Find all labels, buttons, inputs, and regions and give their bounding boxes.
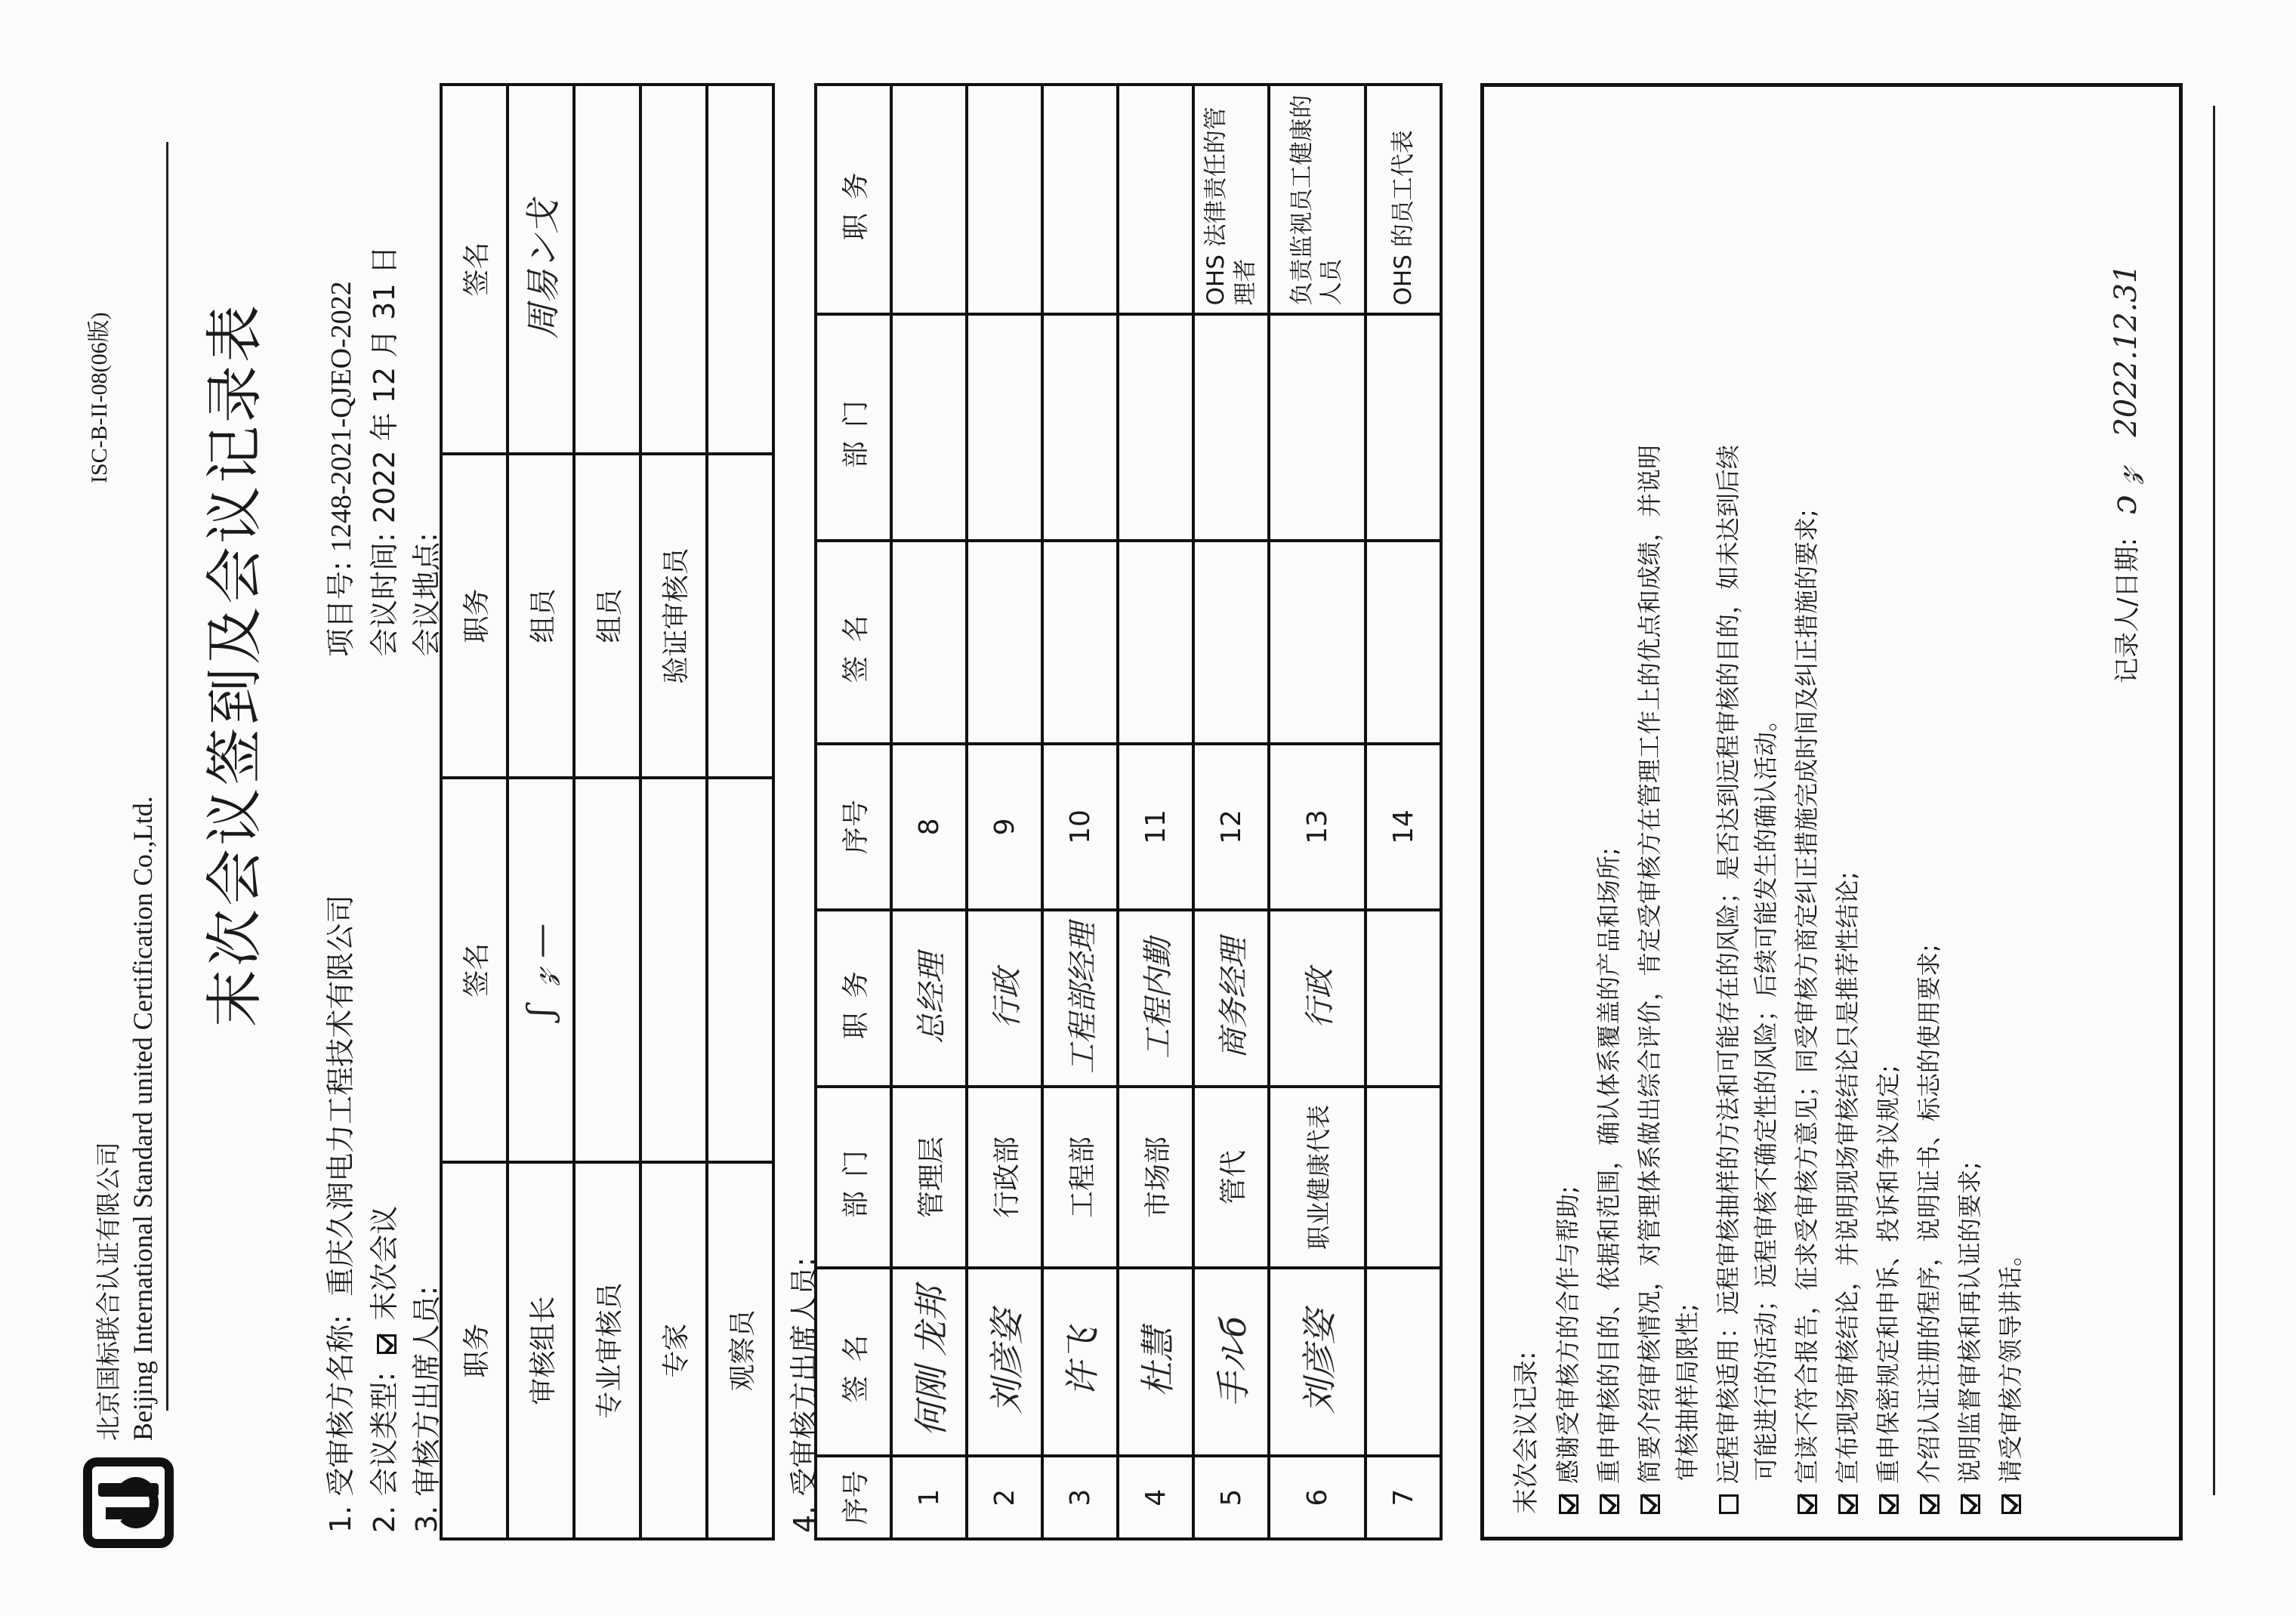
recorder-date: 2022.12.31 — [2109, 264, 2143, 437]
dept-cell-2 — [1193, 314, 1269, 540]
record-item-text: 请受审核方领导讲话。 — [1996, 1241, 2025, 1484]
signature-cell-2 — [574, 85, 640, 454]
header-position-2: 职务 — [816, 85, 891, 314]
project-number: 1248-2021-QJEO-2022 — [326, 281, 357, 553]
signature-cell-2 — [707, 85, 773, 454]
position-cell-2: OHS 的员工代表 — [1366, 85, 1441, 314]
role-cell-2 — [707, 454, 773, 778]
row-no-2: 8 — [891, 744, 967, 910]
recorder-signature: ɔ 𝓏 — [2103, 467, 2144, 515]
meeting-time-label: 会议时间: — [368, 532, 401, 657]
row-no: 2 — [967, 1456, 1042, 1539]
header-sign: 签名 — [816, 1268, 891, 1456]
row-no-2: 13 — [1269, 744, 1366, 910]
position-cell-2 — [1042, 85, 1118, 314]
auditee-name: 重庆久润电力工程技术有限公司 — [324, 894, 357, 1297]
form-code: ISC-B-II-08(06版) — [87, 312, 112, 483]
audit-attendees-label: 3. 审核方出席人员: — [410, 1285, 443, 1533]
role-cell: 审核组长 — [508, 1162, 574, 1539]
row-no: 3 — [1042, 1456, 1118, 1539]
role-cell-2: 验证审核员 — [640, 454, 707, 778]
header-dept-2: 部门 — [816, 314, 891, 540]
role-cell: 专家 — [640, 1162, 707, 1539]
record-item-text: 重申审核的目的、依据和范围，确认体系覆盖的产品和场所; — [1594, 847, 1623, 1484]
table-row — [707, 85, 773, 1539]
table-row — [574, 85, 640, 1539]
checkbox-checked-icon — [1559, 1494, 1578, 1514]
signature-cell — [574, 778, 640, 1162]
record-title: 末次会议记录: — [1511, 1351, 1541, 1514]
position-cell: 工程内勤 — [1118, 910, 1193, 1087]
role-cell-2: 组员 — [508, 454, 574, 778]
meeting-time: 2022 年 12 月 31 日 — [368, 245, 401, 524]
record-item-text: 宣布现场审核结论，并说明现场审核结论只是推荐性结论; — [1833, 871, 1862, 1484]
table-row — [1193, 85, 1269, 1539]
record-item — [1992, 1242, 2029, 1514]
header-sign: 签名 — [441, 778, 508, 1162]
signature-cell: 许飞 — [1042, 1268, 1118, 1456]
header-sign-2: 签名 — [816, 541, 891, 744]
meeting-record-box — [1480, 83, 2183, 1540]
checkbox-checked-icon — [1640, 1494, 1660, 1514]
checkbox-checked-icon — [2001, 1494, 2021, 1514]
dept-cell-2 — [1118, 314, 1193, 540]
recorder-line — [2103, 264, 2146, 683]
header-no: 序号 — [816, 1456, 891, 1539]
record-item — [1951, 1161, 1989, 1514]
record-item-continuation: 审核抽样局限性; — [1673, 1303, 1702, 1481]
company-name-en: Beijing International Standard united Certification Co.,Ltd. — [128, 796, 158, 1441]
dept-cell-2 — [891, 314, 967, 540]
table-row — [967, 85, 1042, 1539]
record-item-text: 感谢受审核方的合作与帮助; — [1554, 1186, 1582, 1484]
dept-cell-2 — [967, 314, 1042, 540]
table-row — [1269, 85, 1366, 1539]
position-cell — [1366, 910, 1441, 1087]
recorder-label: 记录人/日期: — [2112, 538, 2143, 683]
signature-cell: 杜慧 — [1118, 1268, 1193, 1456]
position-cell-2 — [1118, 85, 1193, 314]
auditee-line — [317, 895, 359, 1533]
role-cell: 专业审核员 — [574, 1162, 640, 1539]
signature-cell — [640, 778, 707, 1162]
dept-cell-2 — [1269, 314, 1366, 540]
checkbox-checked-icon — [1920, 1494, 1940, 1514]
record-item-text: 介绍认证注册的程序，说明证书、标志的使用要求; — [1915, 944, 1943, 1484]
meeting-type: 末次会议 — [368, 1205, 401, 1321]
position-cell: 商务经理 — [1193, 910, 1269, 1087]
dept-cell: 市场部 — [1118, 1087, 1193, 1268]
record-item-text: 远程审核适用：远程审核抽样的方法和可能存在的风险；是否达到远程审核的目的，如未达到后续 — [1714, 444, 1742, 1484]
row-no: 4 — [1118, 1456, 1193, 1539]
row-no-2: 10 — [1042, 744, 1118, 910]
position-cell: 总经理 — [891, 910, 967, 1087]
checkbox-checked-icon — [1600, 1494, 1619, 1514]
auditee-attendees-table — [814, 83, 1443, 1540]
role-cell-2: 组员 — [574, 454, 640, 778]
header-role: 职务 — [441, 1162, 508, 1539]
dept-cell: 工程部 — [1042, 1087, 1118, 1268]
company-name-cn: 北京国标联合认证有限公司 — [94, 1142, 123, 1441]
dept-cell — [1366, 1087, 1441, 1268]
table-row — [441, 85, 508, 1539]
record-item — [1631, 445, 1706, 1514]
project-label: 项目号: — [324, 561, 357, 657]
dept-cell: 管理层 — [891, 1087, 967, 1268]
row-no-2: 14 — [1366, 744, 1441, 910]
meeting-type-checkbox — [377, 1334, 397, 1354]
signature-cell: 何刚 龙邦 — [891, 1268, 967, 1456]
dept-cell: 行政部 — [967, 1087, 1042, 1268]
position-cell-2: 负责监视员工健康的人员 — [1269, 85, 1366, 314]
row-no: 5 — [1193, 1456, 1269, 1539]
header-no-2: 序号 — [816, 744, 891, 910]
row-no-2: 9 — [967, 744, 1042, 910]
table-row — [891, 85, 967, 1539]
signature-cell: 刘彦姿 — [1269, 1268, 1366, 1456]
signature-cell-2 — [1042, 541, 1118, 744]
role-cell: 观察员 — [707, 1162, 773, 1539]
signature-cell-2 — [1366, 541, 1441, 744]
meeting-location-label: 会议地点: — [410, 532, 443, 657]
position-cell-2: OHS 法律责任的管理者 — [1193, 85, 1269, 314]
position-cell-2 — [891, 85, 967, 314]
record-item-text: 宣读不符合报告，征求受审核方意见；同受审核方商定纠正措施完成时间及纠正措施的要求; — [1792, 509, 1821, 1484]
signature-cell-2: 周易ン戈 — [508, 85, 574, 454]
checkbox-checked-icon — [1798, 1494, 1817, 1514]
signature-cell-2 — [967, 541, 1042, 744]
record-item — [1549, 1186, 1587, 1514]
table-row — [816, 85, 891, 1539]
page-title: 末次会议签到及会议记录表 — [201, 302, 268, 1027]
auditee-attendees-label: 4. 受审核方出席人员: — [788, 1257, 821, 1533]
record-item-text: 重申保密规定和申诉、投诉和争议规定; — [1874, 1065, 1903, 1484]
company-logo-icon — [83, 1457, 174, 1548]
row-no: 7 — [1366, 1456, 1441, 1539]
position-cell: 工程部经理 — [1042, 910, 1118, 1087]
record-item-text: 简要介绍审核情况，对管理体系做出综合评价，肯定受审核方在管理工作上的优点和成绩，并说明 — [1635, 444, 1664, 1484]
signature-cell-2 — [1118, 541, 1193, 744]
signature-cell: 刘彦姿 — [967, 1268, 1042, 1456]
record-item — [1590, 847, 1628, 1514]
record-item-continuation: 可能进行的活动；远程审核不确定性的风险；后续可能发生的确认活动。 — [1751, 707, 1780, 1481]
signature-cell — [707, 778, 773, 1162]
meeting-type-label: 2. 会议类型: — [368, 1371, 401, 1533]
table-row — [1366, 85, 1441, 1539]
meeting-type-line — [361, 1206, 403, 1533]
auditee-label: 1. 受审核方名称: — [324, 1314, 357, 1533]
row-no: 1 — [891, 1456, 967, 1539]
checkbox-checked-icon — [1879, 1494, 1899, 1514]
record-item — [1828, 871, 1866, 1514]
signature-cell-2 — [1269, 541, 1366, 744]
audit-team-table — [440, 83, 775, 1540]
table-row — [1042, 85, 1118, 1539]
table-row — [640, 85, 707, 1539]
row-no: 6 — [1269, 1456, 1366, 1539]
header-position: 职务 — [816, 910, 891, 1087]
position-cell: 行政 — [1269, 910, 1366, 1087]
header-rule — [166, 142, 168, 1411]
record-item — [1869, 1065, 1907, 1514]
signature-cell — [1366, 1268, 1441, 1456]
signature-cell-2 — [891, 541, 967, 744]
signature-cell-2 — [1193, 541, 1269, 744]
checkbox-checked-icon — [1961, 1494, 1980, 1514]
footer-rule — [2213, 106, 2215, 1495]
checkbox-checked-icon — [1838, 1494, 1858, 1514]
dept-cell-2 — [1366, 314, 1441, 540]
table-row — [508, 85, 574, 1539]
record-item — [1709, 445, 1785, 1514]
header-role-2: 职务 — [441, 454, 508, 778]
record-item — [1788, 509, 1825, 1514]
project-line — [317, 281, 359, 657]
row-no-2: 12 — [1193, 744, 1269, 910]
dept-cell: 职业健康代表 — [1269, 1087, 1366, 1268]
header-sign-2: 签名 — [441, 85, 508, 454]
table-row — [1118, 85, 1193, 1539]
record-item — [1910, 944, 1948, 1514]
record-item-text: 说明监督审核和再认证的要求; — [1955, 1161, 1984, 1484]
signature-cell-2 — [640, 85, 707, 454]
dept-cell: 管代 — [1193, 1087, 1269, 1268]
position-cell: 行政 — [967, 910, 1042, 1087]
row-no-2: 11 — [1118, 744, 1193, 910]
signature-cell: ʃ 𝓏 — — [508, 778, 574, 1162]
meeting-time-line — [361, 245, 403, 657]
dept-cell-2 — [1042, 314, 1118, 540]
checkbox-unchecked-icon — [1719, 1494, 1739, 1514]
position-cell-2 — [967, 85, 1042, 314]
header-dept: 部门 — [816, 1087, 891, 1268]
signature-cell: 手ルб — [1193, 1268, 1269, 1456]
